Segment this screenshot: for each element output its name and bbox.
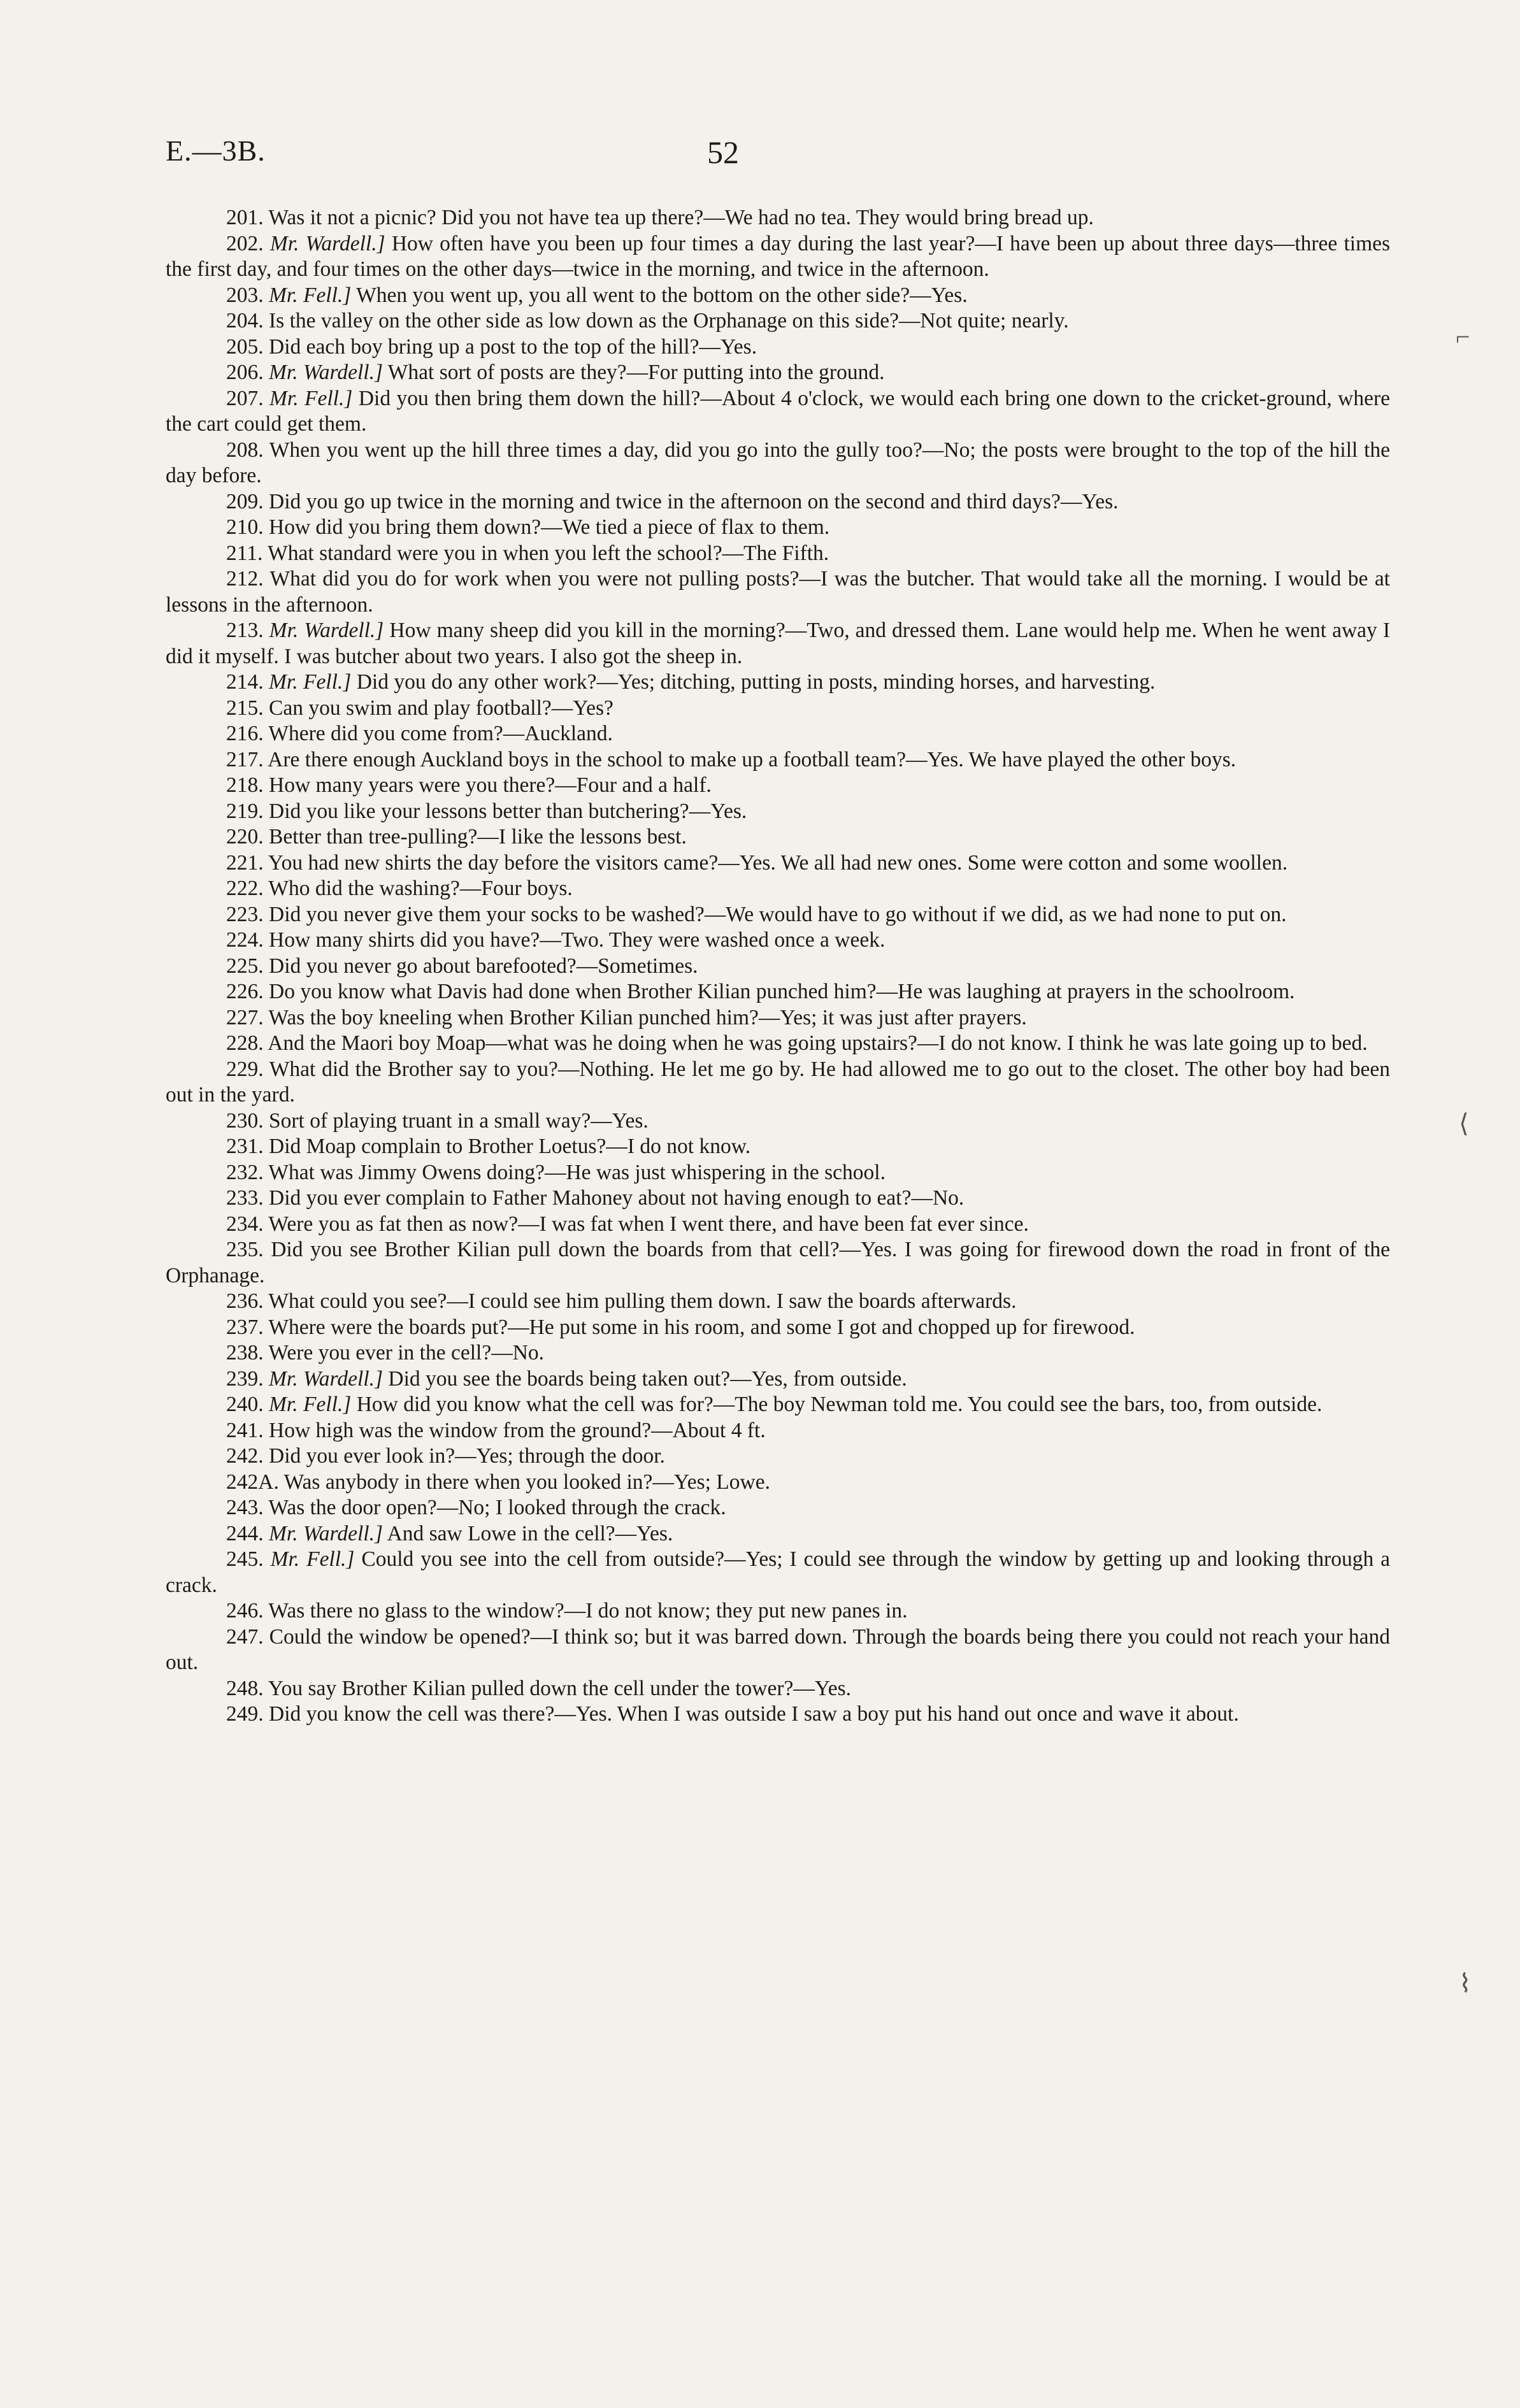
question-number: 215. bbox=[226, 696, 264, 720]
question-answer-text: What was Jimmy Owens doing?—He was just whispering in the school. bbox=[268, 1160, 885, 1184]
question-answer-text: Did you see Brother Kilian pull down the boards from that cell?—Yes. I was going for firewood down the road in front of the Orphanage. bbox=[166, 1238, 1390, 1287]
testimony-entry bbox=[166, 1237, 1390, 1289]
testimony-entry bbox=[166, 824, 1390, 850]
testimony-entry bbox=[166, 1418, 1390, 1444]
testimony-entry bbox=[166, 386, 1390, 438]
question-answer-text: Was the door open?—No; I looked through the crack. bbox=[268, 1496, 726, 1519]
question-answer-text: Did you ever complain to Father Mahoney about not having enough to eat?—No. bbox=[269, 1186, 964, 1210]
margin-mark: ⌇ bbox=[1459, 1969, 1472, 1998]
question-answer-text: Did Moap complain to Brother Loetus?—I do not know. bbox=[269, 1135, 751, 1158]
page-number: 52 bbox=[707, 134, 739, 170]
testimony-entry bbox=[166, 1031, 1390, 1057]
question-answer-text: When you went up, you all went to the bottom on the other side?—Yes. bbox=[356, 283, 968, 307]
testimony-entry bbox=[166, 670, 1390, 696]
question-answer-text: What did the Brother say to you?—Nothing. He let me go by. He had allowed me to go out to the closet. The other boy had been out in the yard. bbox=[166, 1057, 1390, 1107]
testimony-entry bbox=[166, 1340, 1390, 1366]
testimony-entry bbox=[166, 1134, 1390, 1160]
speaker-label: Mr. Fell.] bbox=[269, 386, 353, 410]
question-answer-text: You had new shirts the day before the visitors came?—Yes. We all had new ones. Some were cotton and some woollen. bbox=[268, 850, 1288, 875]
testimony-entry bbox=[166, 1495, 1390, 1521]
question-answer-text: Did you then bring them down the hill?—About 4 o'clock, we would each bring one down to the cricket-ground, where the cart could get them. bbox=[166, 386, 1391, 436]
testimony-entry bbox=[166, 979, 1390, 1005]
question-answer-text: Could the window be opened?—I think so; but it was barred down. Through the boards being there you could not reach your hand out. bbox=[166, 1624, 1390, 1674]
testimony-entry bbox=[166, 1186, 1390, 1212]
question-answer-text: Did you see the boards being taken out?—Yes, from outside. bbox=[388, 1366, 907, 1391]
testimony-entry bbox=[166, 954, 1390, 980]
question-answer-text: Are there enough Auckland boys in the school to make up a football team?—Yes. We have played the other boys. bbox=[268, 747, 1237, 771]
question-number: 223. bbox=[226, 902, 264, 926]
testimony-entry bbox=[166, 1289, 1390, 1315]
question-number: 239. bbox=[226, 1366, 264, 1391]
testimony-entry bbox=[166, 773, 1390, 799]
testimony-entry bbox=[166, 515, 1390, 541]
speaker-label: Mr. Fell.] bbox=[270, 1547, 355, 1571]
question-answer-text: What did you do for work when you were not pulling posts?—I was the butcher. That would take all the morning. I would be at lessons in the afternoon. bbox=[166, 567, 1390, 617]
testimony-body bbox=[166, 205, 1390, 1728]
speaker-label: Mr. Fell.] bbox=[269, 1393, 352, 1416]
testimony-entry bbox=[166, 721, 1390, 747]
question-number: 202. bbox=[226, 231, 264, 255]
testimony-entry bbox=[166, 747, 1390, 773]
testimony-entry bbox=[166, 1315, 1390, 1341]
speaker-label: Mr. Wardell.] bbox=[269, 1366, 383, 1391]
testimony-entry bbox=[166, 1547, 1390, 1598]
question-answer-text: Where were the boards put?—He put some in his room, and some I got and chopped up for firewood. bbox=[268, 1315, 1135, 1339]
question-number: 205. bbox=[226, 334, 264, 359]
question-answer-text: You say Brother Kilian pulled down the cell under the tower?—Yes. bbox=[268, 1676, 851, 1700]
question-number: 246. bbox=[226, 1599, 264, 1623]
testimony-entry bbox=[166, 566, 1390, 618]
testimony-entry bbox=[166, 928, 1390, 954]
question-answer-text: How often have you been up four times a day during the last year?—I have been up about three days—three times the first day, and four times on the other days—twice in the morning, and twice in the afternoon. bbox=[166, 231, 1391, 281]
speaker-label: Mr. Fell.] bbox=[269, 670, 352, 694]
question-number: 222. bbox=[226, 877, 264, 900]
testimony-entry bbox=[166, 1676, 1390, 1702]
question-answer-text: How many sheep did you kill in the morning?—Two, and dressed them. Lane would help me. When he went away I did it myself. I was butcher about two years. I also got the sheep in. bbox=[166, 619, 1390, 668]
speaker-label: Mr. Fell.] bbox=[269, 283, 352, 307]
testimony-entry bbox=[166, 1160, 1390, 1186]
question-number: 249. bbox=[226, 1702, 264, 1726]
testimony-entry bbox=[166, 1392, 1390, 1418]
testimony-entry bbox=[166, 334, 1390, 361]
testimony-entry bbox=[166, 360, 1390, 386]
question-answer-text: Was anybody in there when you looked in?—Yes; Lowe. bbox=[283, 1470, 770, 1494]
question-number: 207. bbox=[226, 386, 264, 410]
question-number: 221. bbox=[226, 850, 264, 875]
question-answer-text: Did each boy bring up a post to the top of the hill?—Yes. bbox=[269, 334, 757, 359]
question-number: 240. bbox=[226, 1393, 264, 1416]
question-number: 212. bbox=[226, 567, 264, 591]
testimony-entry bbox=[166, 1108, 1390, 1135]
question-number: 226. bbox=[226, 980, 264, 1003]
question-number: 247. bbox=[226, 1624, 264, 1649]
question-answer-text: Did you never go about barefooted?—Sometimes. bbox=[269, 954, 698, 978]
question-answer-text: When you went up the hill three times a day, did you go into the gully too?—No; the posts were brought to the top of the hill the day before. bbox=[166, 438, 1390, 487]
question-number: 206. bbox=[226, 361, 264, 384]
question-answer-text: Do you know what Davis had done when Brother Kilian punched him?—He was laughing at prayers in the schoolroom. bbox=[269, 980, 1295, 1003]
question-answer-text: Were you as fat then as now?—I was fat when I went there, and have been fat ever since. bbox=[268, 1212, 1029, 1236]
question-number: 213. bbox=[226, 619, 264, 642]
question-number: 216. bbox=[226, 722, 264, 745]
testimony-entry bbox=[166, 1366, 1390, 1393]
speaker-label: Mr. Wardell.] bbox=[269, 361, 383, 384]
question-answer-text: Can you swim and play football?—Yes? bbox=[269, 696, 613, 720]
question-answer-text: Were you ever in the cell?—No. bbox=[268, 1341, 545, 1365]
question-number: 217. bbox=[226, 747, 264, 771]
testimony-entry bbox=[166, 541, 1390, 567]
question-number: 233. bbox=[226, 1186, 264, 1210]
testimony-entry bbox=[166, 1005, 1390, 1031]
margin-mark: ⟨ bbox=[1459, 1109, 1469, 1138]
question-answer-text: Who did the washing?—Four boys. bbox=[268, 877, 573, 900]
question-answer-text: Is the valley on the other side as low down as the Orphanage on this side?—Not quite; nearly. bbox=[269, 309, 1069, 333]
question-answer-text: And the Maori boy Moap—what was he doing when he was going upstairs?—I do not know. I think he was late going up to bed. bbox=[268, 1031, 1368, 1055]
question-number: 203. bbox=[226, 283, 264, 307]
question-number: 234. bbox=[226, 1212, 264, 1236]
question-number: 201. bbox=[226, 206, 264, 229]
question-answer-text: Was it not a picnic? Did you not have tea up there?—We had no tea. They would bring bread up. bbox=[268, 206, 1094, 229]
question-answer-text: Did you go up twice in the morning and twice in the afternoon on the second and third days?—Yes. bbox=[269, 489, 1119, 513]
question-number: 229. bbox=[226, 1057, 264, 1081]
question-answer-text: Was there no glass to the window?—I do not know; they put new panes in. bbox=[268, 1599, 908, 1623]
question-answer-text: Did you do any other work?—Yes; ditching, putting in posts, minding horses, and harvesting. bbox=[356, 670, 1156, 694]
speaker-label: Mr. Wardell.] bbox=[269, 231, 385, 255]
testimony-entry bbox=[166, 618, 1390, 670]
question-number: 232. bbox=[226, 1160, 264, 1184]
question-number: 211. bbox=[226, 541, 263, 565]
document-reference: E.—3B. bbox=[166, 134, 266, 167]
question-answer-text: Did you know the cell was there?—Yes. When I was outside I saw a boy put his hand out once and wave it about. bbox=[269, 1702, 1239, 1726]
question-number: 227. bbox=[226, 1005, 264, 1029]
testimony-entry bbox=[166, 1624, 1390, 1676]
testimony-entry bbox=[166, 1702, 1390, 1728]
question-answer-text: Was the boy kneeling when Brother Kilian punched him?—Yes; it was just after prayers. bbox=[268, 1005, 1027, 1029]
question-answer-text: How did you know what the cell was for?—The boy Newman told me. You could see the bars, too, from outside. bbox=[356, 1393, 1323, 1416]
page-header bbox=[166, 134, 1376, 178]
question-number: 243. bbox=[226, 1496, 264, 1519]
question-answer-text: How many years were you there?—Four and a half. bbox=[269, 773, 712, 797]
question-answer-text: Where did you come from?—Auckland. bbox=[268, 722, 613, 745]
question-number: 204. bbox=[226, 309, 264, 333]
question-number: 228. bbox=[226, 1031, 264, 1055]
question-answer-text: How did you bring them down?—We tied a piece of flax to them. bbox=[269, 515, 830, 539]
question-number: 235. bbox=[226, 1238, 264, 1261]
testimony-entry bbox=[166, 696, 1390, 722]
question-number: 242. bbox=[226, 1444, 264, 1468]
testimony-entry bbox=[166, 850, 1390, 877]
question-number: 209. bbox=[226, 489, 264, 513]
question-number: 241. bbox=[226, 1418, 264, 1442]
testimony-entry bbox=[166, 1444, 1390, 1470]
testimony-entry bbox=[166, 876, 1390, 902]
testimony-entry bbox=[166, 438, 1390, 489]
question-answer-text: What standard were you in when you left the school?—The Fifth. bbox=[268, 541, 829, 565]
question-number: 224. bbox=[226, 928, 264, 952]
testimony-entry bbox=[166, 902, 1390, 928]
speaker-label: Mr. Wardell.] bbox=[269, 619, 384, 642]
question-number: 220. bbox=[226, 825, 264, 849]
question-number: 208. bbox=[226, 438, 264, 462]
question-number: 214. bbox=[226, 670, 264, 694]
testimony-entry bbox=[166, 283, 1390, 309]
testimony-entry bbox=[166, 1598, 1390, 1624]
question-answer-text: What sort of posts are they?—For putting into the ground. bbox=[387, 361, 885, 384]
question-answer-text: How many shirts did you have?—Two. They were washed once a week. bbox=[269, 928, 885, 952]
testimony-entry bbox=[166, 308, 1390, 334]
question-number: 244. bbox=[226, 1521, 264, 1545]
testimony-entry bbox=[166, 799, 1390, 825]
question-answer-text: How high was the window from the ground?—About 4 ft. bbox=[269, 1418, 766, 1442]
testimony-entry bbox=[166, 1212, 1390, 1238]
question-number: 237. bbox=[226, 1315, 264, 1339]
question-answer-text: And saw Lowe in the cell?—Yes. bbox=[387, 1521, 673, 1545]
question-number: 236. bbox=[226, 1289, 264, 1313]
question-number: 225. bbox=[226, 954, 264, 978]
question-number: 245. bbox=[226, 1547, 264, 1571]
testimony-entry bbox=[166, 1470, 1390, 1496]
question-number: 238. bbox=[226, 1341, 264, 1365]
question-answer-text: Could you see into the cell from outside?—Yes; I could see through the window by getting up and looking through a crack. bbox=[166, 1547, 1391, 1597]
testimony-entry bbox=[166, 1521, 1390, 1547]
question-answer-text: Did you ever look in?—Yes; through the door. bbox=[269, 1444, 665, 1468]
question-number: 242A. bbox=[226, 1470, 279, 1494]
question-answer-text: Better than tree-pulling?—I like the lessons best. bbox=[269, 825, 687, 849]
question-number: 210. bbox=[226, 515, 264, 539]
question-number: 230. bbox=[226, 1108, 264, 1133]
question-answer-text: Did you never give them your socks to be washed?—We would have to go without if we did, as we had none to put on. bbox=[269, 902, 1287, 926]
question-number: 219. bbox=[226, 799, 264, 823]
question-number: 231. bbox=[226, 1135, 264, 1158]
question-answer-text: Sort of playing truant in a small way?—Yes. bbox=[269, 1108, 649, 1133]
question-answer-text: What could you see?—I could see him pulling them down. I saw the boards afterwards. bbox=[268, 1289, 1017, 1313]
question-number: 218. bbox=[226, 773, 264, 797]
question-number: 248. bbox=[226, 1676, 264, 1700]
testimony-entry bbox=[166, 231, 1390, 283]
testimony-entry bbox=[166, 489, 1390, 515]
margin-mark: ⌐ bbox=[1456, 322, 1470, 351]
testimony-entry bbox=[166, 1057, 1390, 1108]
testimony-entry bbox=[166, 205, 1390, 231]
speaker-label: Mr. Wardell.] bbox=[269, 1521, 383, 1545]
question-answer-text: Did you like your lessons better than butchering?—Yes. bbox=[269, 799, 747, 823]
